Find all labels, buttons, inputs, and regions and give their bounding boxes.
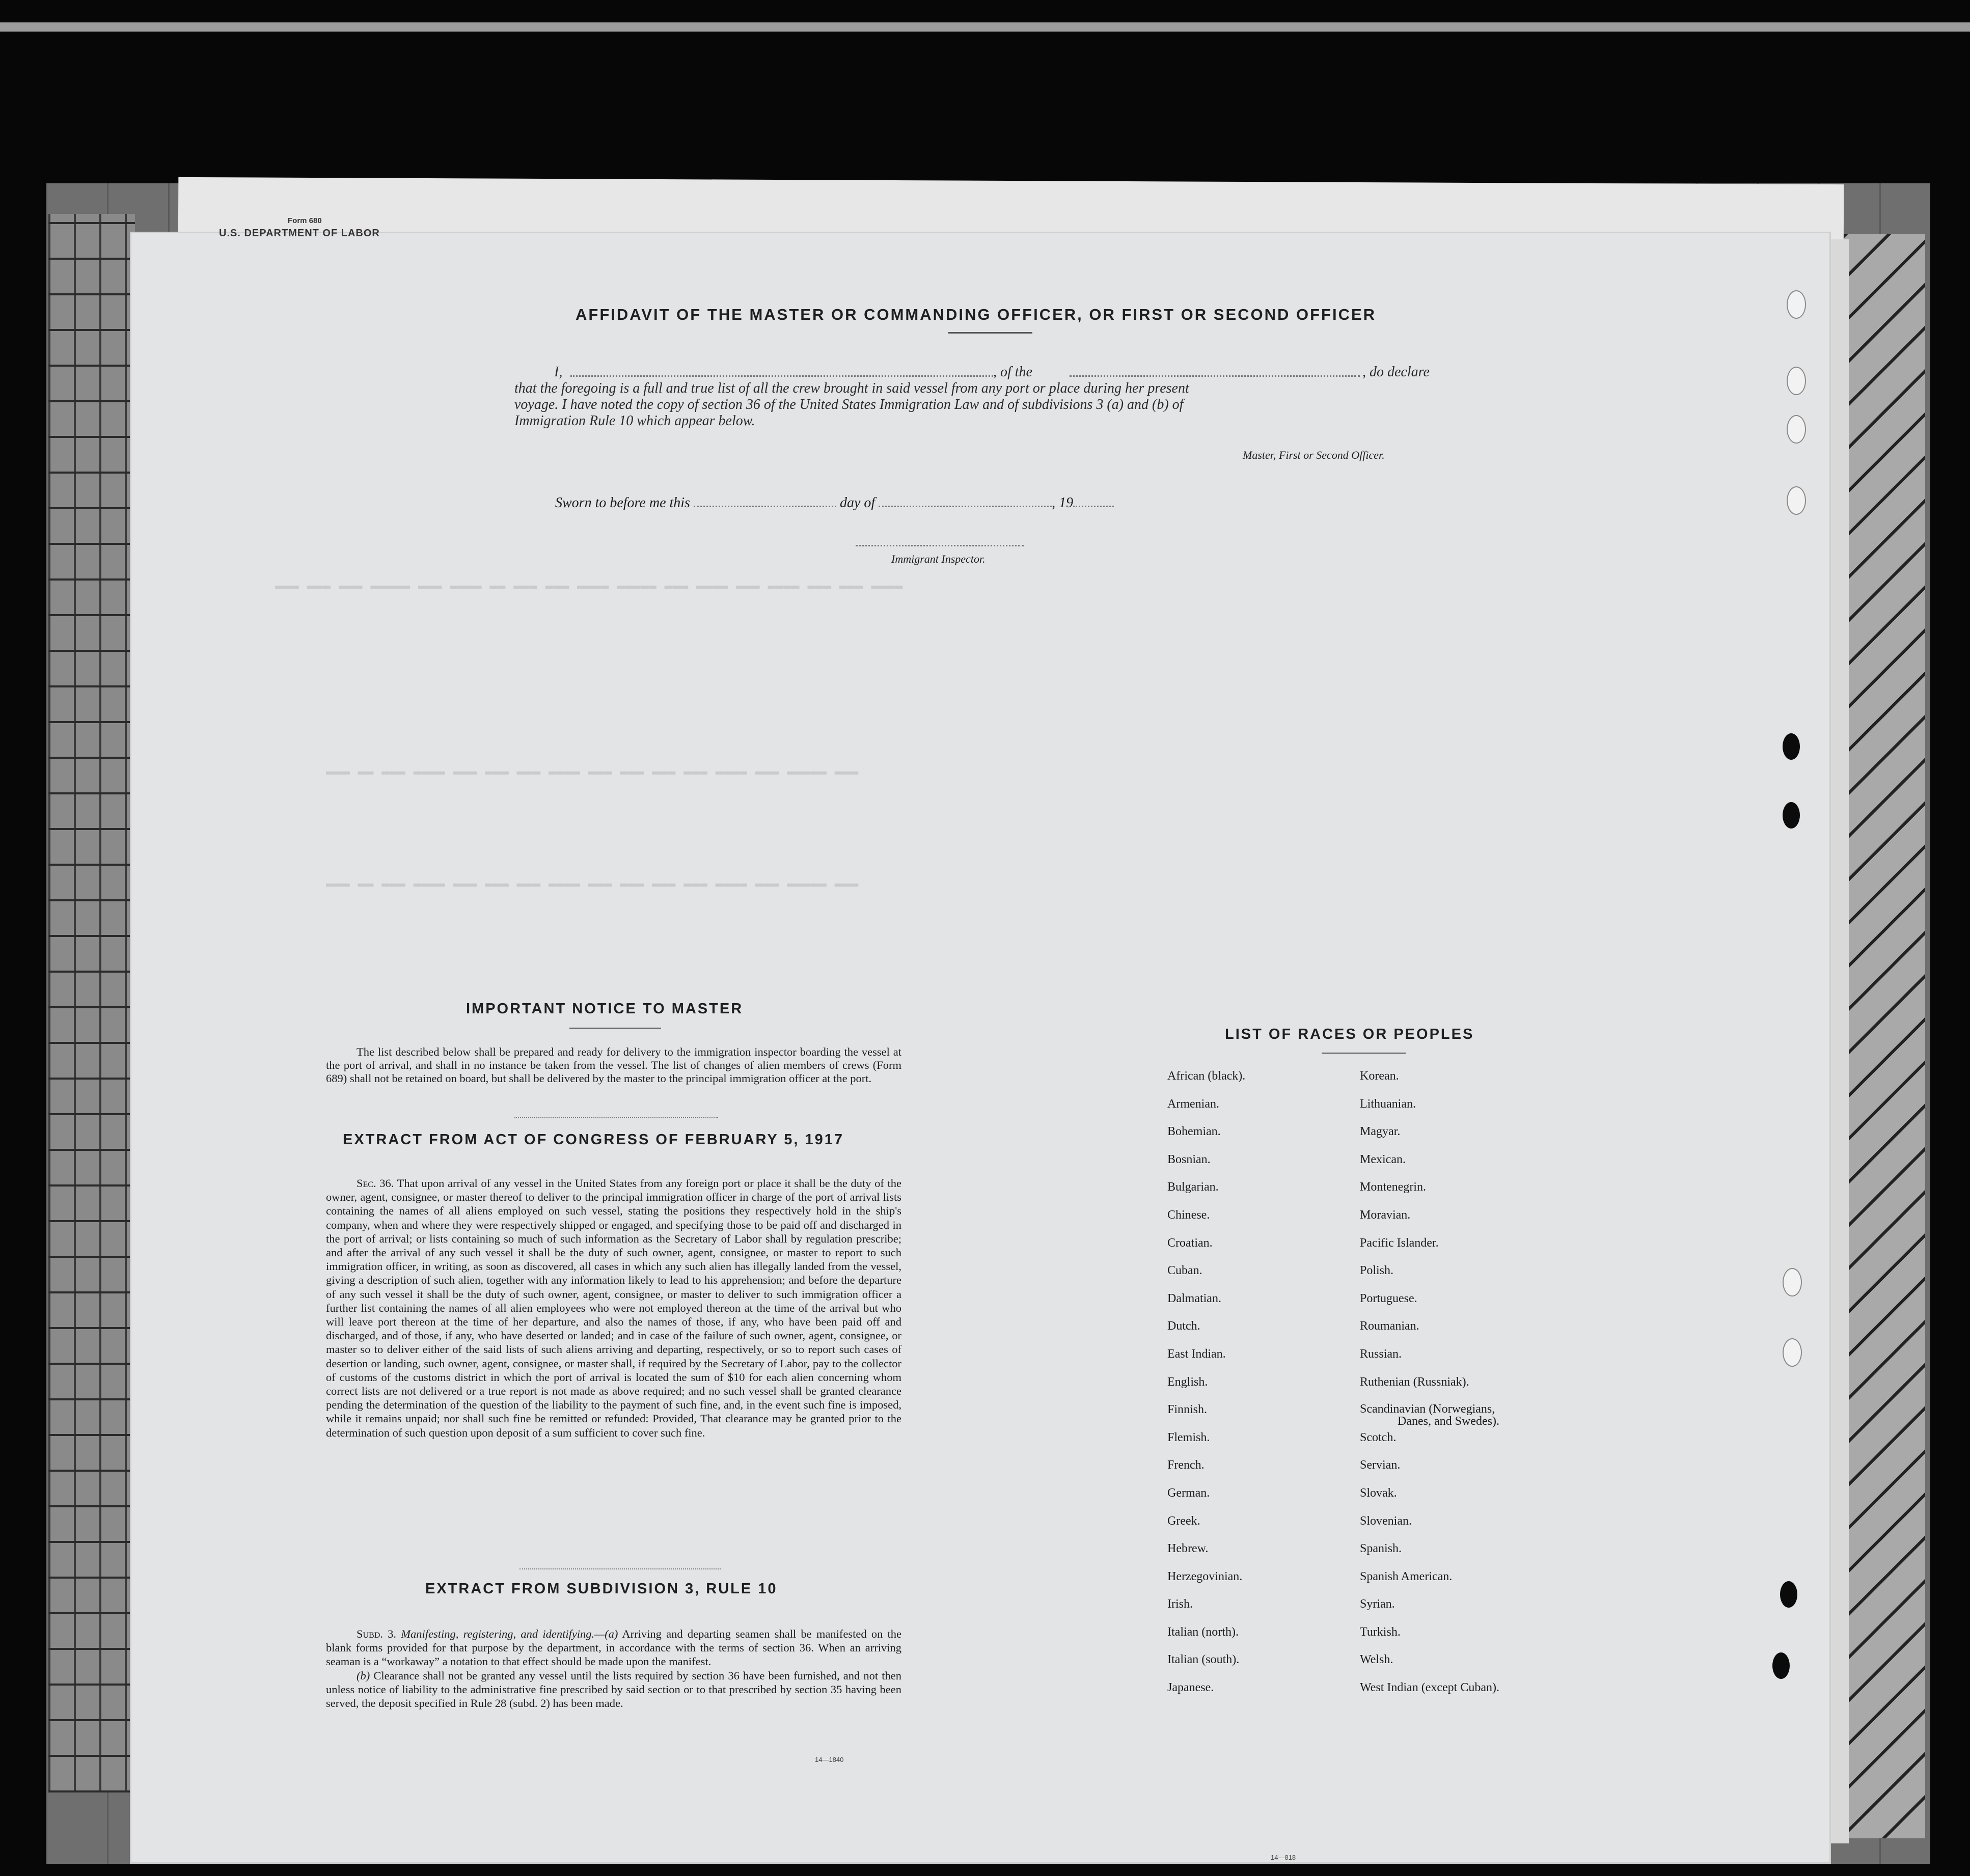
race-item: Bohemian.	[1167, 1125, 1221, 1139]
affidavit-of-the: , of the	[993, 364, 1032, 380]
section-divider	[514, 1117, 718, 1118]
notice-title: IMPORTANT NOTICE TO MASTER	[466, 1001, 744, 1017]
race-item: African (black).	[1167, 1069, 1246, 1083]
sworn-year: , 19	[1052, 495, 1074, 511]
paragraph-b: Clearance shall not be granted any vessel until the lists required by section 36 have been furnished, and not then unless notice of liability to the administrative fine prescribed by said section or to that prescribed by section 35 having been served, the deposit specified in Rule 28 (subd. 2) has been made.	[326, 1669, 901, 1710]
race-item: Servian.	[1360, 1458, 1401, 1472]
race-item: Spanish American.	[1360, 1569, 1453, 1583]
race-item: Flemish.	[1167, 1430, 1210, 1444]
bleed-through-text: ▬▬▬ ▬▬ ▬▬▬ ▬▬▬▬ ▬▬▬ ▬▬▬ ▬▬▬ ▬▬▬▬ ▬▬▬ ▬▬▬ ▬▬▬ ▬▬▬ ▬▬▬▬ ▬▬▬ ▬▬▬▬▬ ▬▬▬	[326, 764, 859, 779]
race-item: Italian (south).	[1167, 1653, 1240, 1667]
inspector-signature-line[interactable]	[856, 545, 1024, 546]
race-item	[1360, 1403, 1499, 1431]
right-ledger-edge	[1844, 234, 1925, 1838]
race-item: Bosnian.	[1167, 1152, 1211, 1166]
binder-hole	[1783, 1338, 1802, 1367]
race-item: Italian (north).	[1167, 1625, 1239, 1639]
race-item: Irish.	[1167, 1597, 1193, 1611]
race-item: Dalmatian.	[1167, 1291, 1221, 1305]
rule-extract-title: EXTRACT FROM SUBDIVISION 3, RULE 10	[425, 1581, 778, 1597]
race-item: Montenegrin.	[1360, 1180, 1426, 1194]
race-item: Korean.	[1360, 1069, 1399, 1083]
title-rule	[948, 332, 1032, 334]
binder-hole	[1787, 290, 1806, 319]
affidavit-line-2: that the foregoing is a full and true list of all the crew brought in said vessel from any port or place during her present	[514, 380, 1189, 396]
bleed-through-text: ▬▬▬ ▬▬▬ ▬▬▬ ▬▬▬▬▬ ▬▬▬ ▬▬▬▬ ▬▬ ▬▬▬ ▬▬▬ ▬▬▬▬ ▬▬▬▬▬ ▬▬▬ ▬▬▬▬ ▬▬▬ ▬▬▬▬ ▬▬▬ ▬▬▬ ▬▬▬▬	[275, 578, 903, 593]
race-item: Turkish.	[1360, 1625, 1401, 1639]
race-item: Spanish.	[1360, 1542, 1402, 1556]
act-extract-title: EXTRACT FROM ACT OF CONGRESS OF FEBRUARY 5, 1917	[343, 1132, 844, 1148]
notice-paragraph: The list described below shall be prepared and ready for delivery to the immigration inspector boarding the vessel at the port of arrival, and shall in no instance be taken from the vessel. The list of changes of alien members of crews (Form 689) shall not be retained on board, but shall be delivered by the master to the principal immigration officer at the port.	[326, 1045, 901, 1085]
affidavit-line-1	[514, 364, 1459, 380]
print-code-secondary: 14—818	[1271, 1854, 1296, 1861]
race-item: Moravian.	[1360, 1208, 1411, 1222]
race-item: Lithuanian.	[1360, 1097, 1416, 1111]
race-item: Welsh.	[1360, 1653, 1393, 1667]
binder-hole	[1772, 1652, 1790, 1679]
race-item: Portuguese.	[1360, 1291, 1417, 1305]
print-code: 14—1840	[815, 1756, 844, 1763]
race-item: Chinese.	[1167, 1208, 1210, 1222]
subdivision-heading: Manifesting, registering, and identifying.—(a)	[401, 1627, 618, 1640]
race-item: Roumanian.	[1360, 1319, 1419, 1333]
race-item: Slovenian.	[1360, 1514, 1412, 1528]
sworn-day-of: day of	[839, 495, 875, 511]
race-item: Croatian.	[1167, 1236, 1213, 1250]
affidavit-statement	[514, 364, 1459, 429]
binder-hole	[1787, 415, 1806, 444]
section-36-text: That upon arrival of any vessel in the United States from any foreign port or place it shall be the duty of the owner, agent, consignee, or master thereof to deliver to the principal immigration officer in charge of the port of arrival lists containing the names of all aliens employed on such vessel, stating the positions they respectively hold in the ship's company, when and where they were respectively shipped or engaged, and specifying those to be paid off and discharged in the port of arrival; or lists containing so much of such information as the Secretary of Labor shall by regulation prescribe; and after the arrival of any such vessel it shall be the duty of such owner, agent, consignee, or master to report to such immigration officer, in writing, as soon as discovered, all cases in which any such alien has illegally landed from the vessel, giving a description of such alien, together with any information likely to lead to his apprehension; and before the departure of any such vessel it shall be the duty of such owner, agent, consignee, or master to deliver to such immigration officer a further list containing the names of all alien employees who were not employed thereon at the time of the arrival but who will leave port thereon at the time of her departure, and also the names of those, if any, who have been paid off and discharged, and of those, if any, who have deserted or landed; and in case of the failure of such owner, agent, consignee, or master so to deliver either of the said lists of such aliens arriving and departing, respectively, or so to report such cases of desertion or landing, such owner, agent, consignee, or master shall, if required by the Secretary of Labor, pay to the collector of customs of the customs district in which the port of arrival is located the sum of $10 for each alien concerning whom correct lists are not delivered or a true report is not made as above required; and no such vessel shall be granted clearance pending the determination of the question of the liability to the payment of such fine, and, in the event such fine is imposed, while it remains unpaid; nor shall such fine be remitted or refunded: Provided, That clearance may be granted prior to the determination of such question upon deposit of a sum sufficient to cover such fine.	[326, 1177, 901, 1439]
affidavit-line-3: voyage. I have noted the copy of section 36 of the United States Immigration Law and of subdivisions 3 (a) and (b) of	[514, 397, 1184, 412]
day-blank[interactable]	[694, 506, 836, 507]
binder-hole	[1783, 1268, 1802, 1296]
race-item: Greek.	[1167, 1514, 1200, 1528]
race-item: Magyar.	[1360, 1125, 1401, 1139]
act-extract-body	[326, 1176, 901, 1440]
race-item: Cuban.	[1167, 1264, 1202, 1278]
notice-body	[326, 1045, 901, 1085]
rule-extract-body	[326, 1627, 901, 1710]
race-item: English.	[1167, 1375, 1208, 1389]
sworn-prefix: Sworn to before me this	[555, 495, 690, 511]
races-list-title: LIST OF RACES OR PEOPLES	[1225, 1026, 1474, 1042]
sworn-line	[555, 495, 1114, 511]
binder-hole	[1787, 367, 1806, 395]
race-item-scandinavian-cont: Danes, and Swedes).	[1398, 1415, 1499, 1428]
form-number: Form 680	[288, 216, 322, 225]
affidavit-declare: , do declare	[1362, 364, 1430, 380]
section-divider	[519, 1568, 721, 1569]
race-item: Japanese.	[1167, 1681, 1214, 1695]
name-blank[interactable]	[570, 375, 993, 377]
month-blank[interactable]	[879, 506, 1052, 507]
race-item: Polish.	[1360, 1264, 1394, 1278]
race-item: Armenian.	[1167, 1097, 1219, 1111]
left-ledger-edge	[48, 214, 135, 1792]
notice-rule	[569, 1028, 661, 1029]
inspector-label: Immigrant Inspector.	[891, 553, 986, 565]
scanner-top-edge	[0, 22, 1970, 32]
binder-hole	[1787, 486, 1806, 515]
affidavit-title: AFFIDAVIT OF THE MASTER OR COMMANDING OFFICER, OR FIRST OR SECOND OFFICER	[576, 306, 1377, 323]
race-item: German.	[1167, 1486, 1210, 1500]
race-item: Herzegovinian.	[1167, 1569, 1243, 1583]
binder-hole	[1780, 1581, 1797, 1608]
paragraph-a: Arriving and departing seamen shall be manifested on the blank forms provided for that purpose by the department, in accordance with the terms of section 36. When an arriving seaman is a “workaway” a notation to that effect should be made upon the manifest.	[326, 1627, 902, 1668]
race-item-scandinavian: Scandinavian (Norwegians,	[1360, 1402, 1495, 1416]
races-column-2	[1360, 1069, 1499, 1709]
race-item: French.	[1167, 1458, 1205, 1472]
affidavit-line-4: Immigration Rule 10 which appear below.	[514, 413, 755, 429]
affidavit-i: I,	[554, 364, 563, 380]
race-item: Finnish.	[1167, 1403, 1208, 1417]
subdivision-label: Subd. 3.	[357, 1627, 397, 1640]
race-item: Mexican.	[1360, 1152, 1406, 1166]
race-item: Hebrew.	[1167, 1542, 1209, 1556]
race-item: Bulgarian.	[1167, 1180, 1219, 1194]
race-item: Slovak.	[1360, 1486, 1397, 1500]
races-column-1	[1167, 1069, 1245, 1709]
race-item: Ruthenian (Russniak).	[1360, 1375, 1469, 1389]
binder-hole	[1783, 733, 1800, 760]
paragraph-b-label: (b)	[357, 1669, 370, 1682]
bleed-through-text: ▬▬▬ ▬▬ ▬▬▬ ▬▬▬▬ ▬▬▬ ▬▬▬ ▬▬▬ ▬▬▬▬ ▬▬▬ ▬▬▬ ▬▬▬ ▬▬▬ ▬▬▬▬ ▬▬▬ ▬▬▬▬▬ ▬▬▬	[326, 876, 859, 891]
race-item: West Indian (except Cuban).	[1360, 1681, 1499, 1695]
races-rule	[1322, 1053, 1406, 1054]
binder-hole	[1783, 802, 1800, 829]
race-item: East Indian.	[1167, 1347, 1226, 1361]
race-item: Syrian.	[1360, 1597, 1395, 1611]
section-label: Sec. 36.	[357, 1177, 394, 1190]
race-item: Scotch.	[1360, 1430, 1397, 1444]
year-blank[interactable]	[1073, 506, 1114, 507]
race-item: Russian.	[1360, 1347, 1402, 1361]
race-item: Dutch.	[1167, 1319, 1200, 1333]
vessel-blank[interactable]	[1070, 375, 1360, 377]
department-label: U.S. DEPARTMENT OF LABOR	[219, 228, 380, 239]
race-item: Pacific Islander.	[1360, 1236, 1439, 1250]
master-signature-label: Master, First or Second Officer.	[1243, 449, 1385, 461]
